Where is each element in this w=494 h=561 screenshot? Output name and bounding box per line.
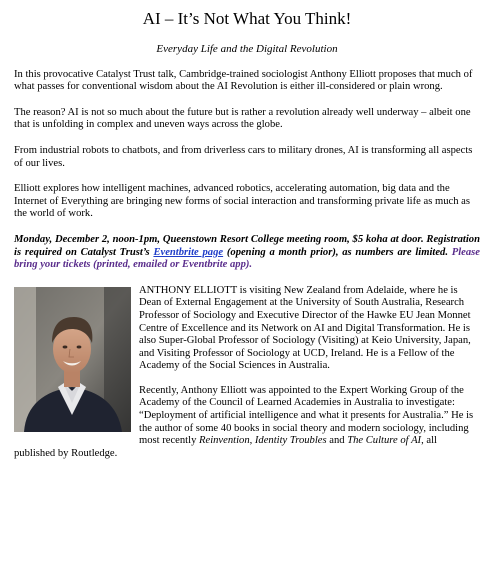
examples-paragraph: From industrial robots to chatbots, and from driverless cars to military drones, AI is transforming all aspects of our lives.	[14, 144, 473, 169]
page-subtitle: Everyday Life and the Digital Revolution	[156, 43, 338, 55]
reason-paragraph: The reason? AI is not so much about the future but is rather a revolution already well underway – albeit one that is unfolding in complex and uneven ways across the globe.	[14, 106, 471, 131]
closing-text: , all published by Routledge.	[14, 435, 437, 459]
event-details-text: Monday, December 2, noon-1pm, Queenstown Resort College meeting room, $5 koha at door. Registration is required on Catalyst Trust’s	[14, 233, 480, 258]
intro-paragraph: In this provocative Catalyst Trust talk, Cambridge-trained sociologist Anthony Elliott proposes that much of what passes for conventional wisdom about the AI Revolution is either ill-considered or plain wrong.	[14, 68, 473, 93]
page-title: AI – It’s Not What You Think!	[142, 9, 352, 28]
event-registration-note: (opening a month prior), as numbers are limited.	[223, 246, 452, 258]
and-text: and	[326, 435, 348, 447]
eventbrite-link[interactable]: Eventbrite page	[153, 246, 224, 258]
book-title-reinvention: Reinvention, Identity Troubles	[199, 435, 327, 447]
recent-text: Recently, Anthony Elliott was appointed to the Expert Working Group of the Academy of the Council of Learned Academies in Australia to investigate: “Deployment of artificial intelligence and what it presents for Australia.” He is the author of some 40 books in social theory and modern sociology, including most recently	[139, 384, 474, 447]
event-details	[14, 234, 480, 272]
bio-section	[14, 285, 480, 461]
book-title-culture-of-ai: The Culture of AI	[347, 435, 422, 447]
tickets-note: Please bring your tickets (printed, emailed or Eventbrite app).	[14, 246, 480, 271]
bio-paragraph: ANTHONY ELLIOTT is visiting New Zealand from Adelaide, where he is Dean of External Engagement at the University of South Australia, Research Professor of Sociology and Executive Director of the Hawke EU Jean Monnet Centre of Excellence and its Network on AI and Digital Transformation. He is also Super-Global Professor of Sociology (Visiting) at Keio University, Japan, and Visiting Professor of Sociology at UCD, Ireland. He is a Fellow of the Academy of the Social Sciences in Australia.	[139, 284, 471, 372]
speaker-photo	[14, 287, 131, 432]
explores-paragraph: Elliott explores how intelligent machines, advanced robotics, accelerating automation, big data and the Internet of Everything are bringing new forms of social interaction and transforming private life as much as the world of work.	[14, 183, 470, 220]
